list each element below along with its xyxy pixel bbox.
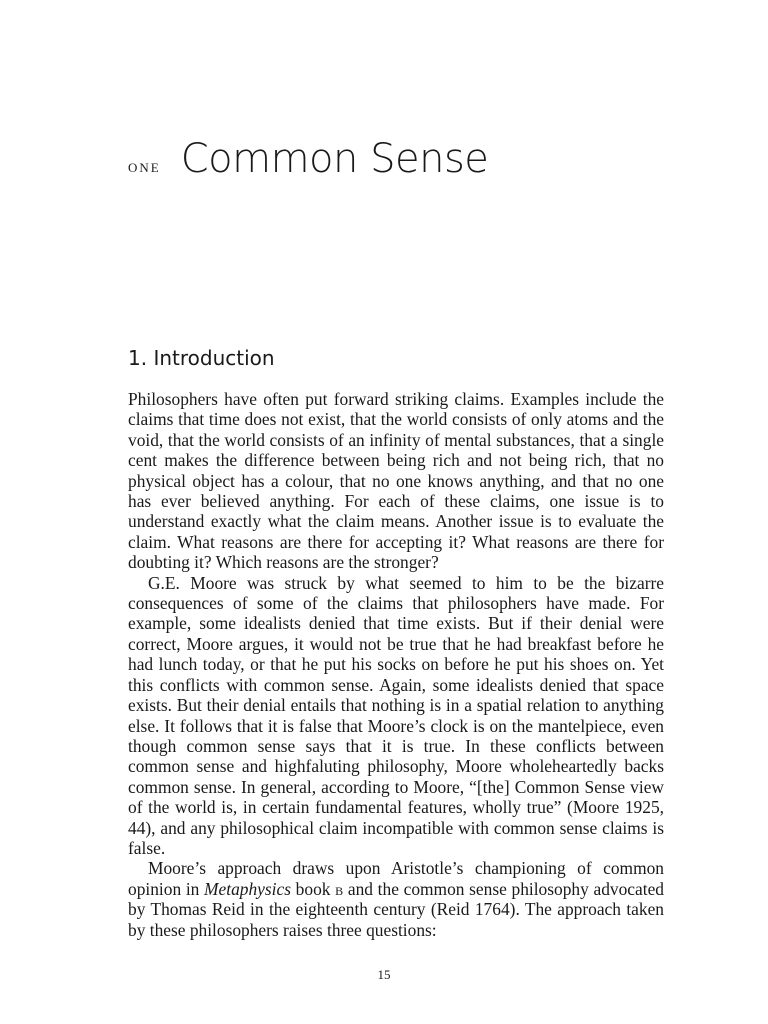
chapter-title: Common Sense [180, 136, 489, 182]
paragraph-3-text-a: Moore’s approach draws upon Aristotle’s championing of common opinion in [128, 858, 664, 899]
paragraph-2: G.E. Moore was struck by what seemed to him to be the bizarre consequences of some of the claims that philosophers have made. For example, some idealists denied that time exists. But if their denial were correct, Moore argues, it would not be true that he had breakfast before he had lunch today, or that he put his socks on before he put his shoes on. Yet this conflicts with common sense. Again, some idealists denied that space exists. But their denial entails that nothing is in a spatial relation to anything else. It follows that it is false that Moore’s clock is on the mantelpiece, even though common sense says that it is true. In these conflicts between common sense and highfaluting philosophy, Moore wholeheartedly backs common sense. In general, according to Moore, “[the] Common Sense view of the world is, in certain fundamental features, wholly true” (Moore 1925, 44), and any philosophical claim incompatible with common sense claims is false. [128, 572, 664, 858]
book-title-italic: Metaphysics [204, 878, 291, 899]
chapter-number: one [128, 156, 161, 176]
chapter-heading [128, 136, 488, 182]
paragraph-3 [128, 858, 664, 940]
page-number: 15 [377, 967, 391, 982]
book-letter-small-caps: b [335, 878, 344, 899]
body-text [128, 389, 664, 940]
paragraph-3-text-c: and the common sense philosophy advocated by Thomas Reid in the eighteenth century (Reid 1764). The approach taken by these philosophers raises three questions: [128, 878, 664, 940]
paragraph-1: Philosophers have often put forward striking claims. Examples include the claims that time does not exist, that the world consists of only atoms and the void, that the world consists of an infinity of mental substances, that a single cent makes the difference between being rich and not being rich, that no physical object has a colour, that no one knows anything, and that no one has ever believed anything. For each of these claims, one issue is to understand exactly what the claim means. Another issue is to evaluate the claim. What reasons are there for accepting it? What reasons are there for doubting it? Which reasons are the stronger? [128, 389, 664, 573]
section-heading: 1. Introduction [128, 346, 275, 370]
paragraph-3-text-b: book [290, 878, 336, 899]
